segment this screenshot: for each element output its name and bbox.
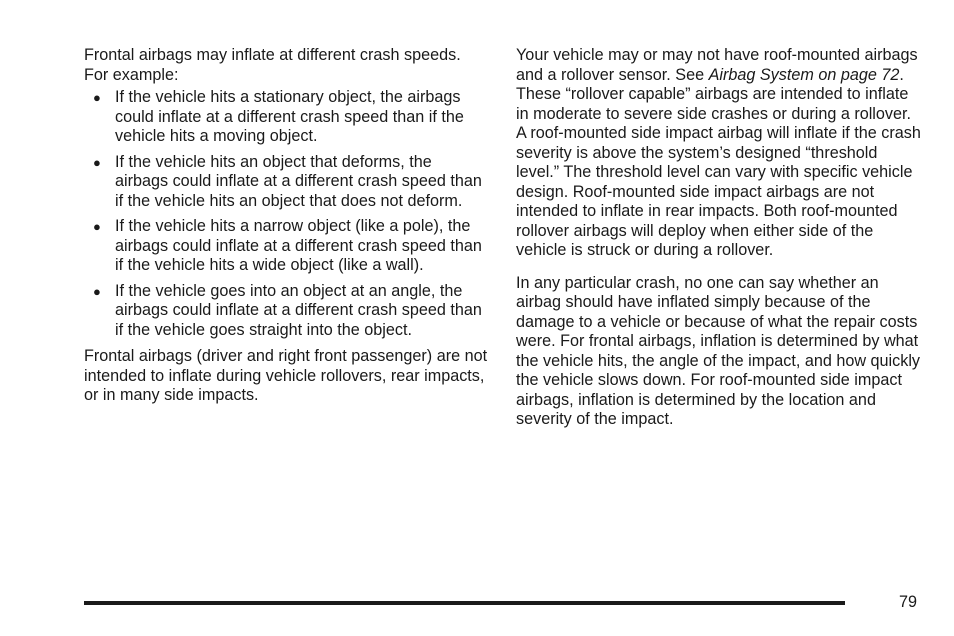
bullet-icon: ● <box>93 283 101 299</box>
bullet-item <box>84 217 488 276</box>
bullet-item <box>84 88 488 147</box>
intro-paragraph: Frontal airbags may inflate at different crash speeds. For example: <box>84 46 461 84</box>
bullet-text: If the vehicle hits a stationary object, the airbags could inflate at a different crash speed than if the vehicle hits a moving object. <box>115 88 464 145</box>
cross-reference-link[interactable]: Airbag System on page 72 <box>708 65 900 84</box>
rollover-paragraph <box>516 46 922 261</box>
bullet-text: If the vehicle hits an object that deforms, the airbags could inflate at a different crash speed than if the vehicle hits an object that does not deform. <box>115 152 482 210</box>
bullet-item <box>84 153 488 212</box>
right-column <box>516 46 922 430</box>
page-number: 79 <box>899 593 918 611</box>
crash-speed-bullet-list <box>84 88 488 340</box>
bullet-text: If the vehicle hits a narrow object (like a pole), the airbags could inflate at a different crash speed than if the vehicle hits a wide object (like a wall). <box>115 217 482 274</box>
inflation-paragraph: In any particular crash, no one can say whether an airbag should have inflated simply because of the damage to a vehicle or because of what the repair costs were. For frontal airbags, inflation is determined by what the vehicle hits, the angle of the impact, and how quickly the vehicle slows down. For roof-mounted side impact airbags, inflation is determined by the location and severity of the impact. <box>516 273 921 428</box>
bullet-text: If the vehicle goes into an object at an angle, the airbags could inflate at a different crash speed than if the vehicle goes straight into the object. <box>115 281 482 339</box>
bullet-icon: ● <box>93 90 101 105</box>
footer-rule <box>84 601 845 605</box>
rollover-text-end: . These “rollover capable” airbags are intended to inflate in moderate to severe side crashes or during a rollover. A roof-mounted side impact airbag will inflate if the crash severity is above the system’s designed “threshold level.” The threshold level can vary with specific vehicle design. Roof-mounted side impact airbags are not intended to inflate in rear impacts. Both roof-mounted rollover airbags will deploy when either side of the vehicle is struck or during a rollover. <box>516 65 921 259</box>
closing-paragraph: Frontal airbags (driver and right front passenger) are not intended to inflate during vehicle rollovers, rear impacts, or in many side impacts. <box>84 347 488 404</box>
rollover-text-start: Your vehicle may or may not have roof-mounted airbags and a rollover sensor. See <box>516 46 918 84</box>
left-column <box>84 46 488 406</box>
bullet-item <box>84 282 488 341</box>
bullet-icon: ● <box>93 154 101 170</box>
bullet-icon: ● <box>93 219 101 234</box>
